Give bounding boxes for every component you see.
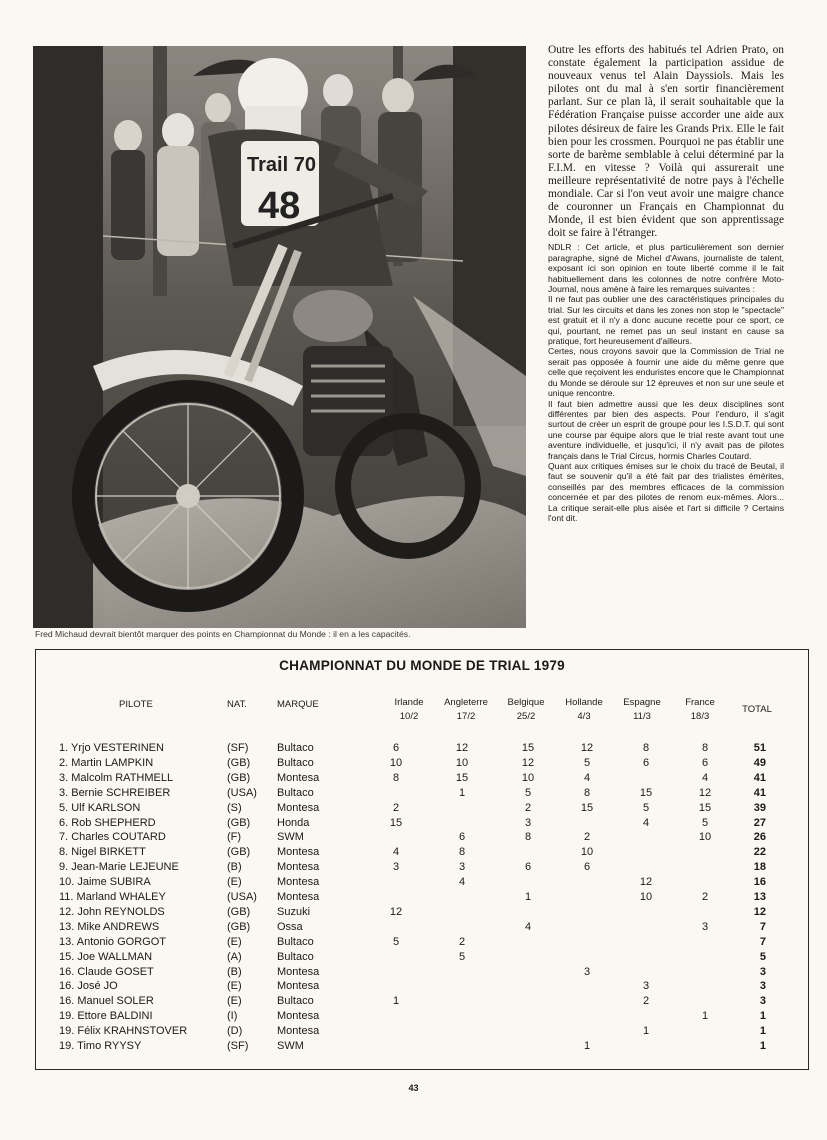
header-total: TOTAL [742,704,772,715]
pilot-brand: Suzuki [277,905,311,918]
header-round [436,696,496,724]
round-score: 12 [455,742,469,754]
pilot-nationality: (I) [227,1010,238,1023]
round-score: 2 [392,801,400,814]
round-score: 6 [642,756,650,769]
total-points: 22 [753,846,766,859]
round-score: 12 [389,905,403,918]
round-score: 8 [392,771,400,784]
pilot-nationality: (USA) [227,891,257,903]
round-name: Angleterre [444,697,488,708]
round-score: 12 [580,742,594,754]
table-row [36,1025,808,1040]
total-points: 13 [753,891,766,903]
pilot-name: 5. Ulf KARLSON [59,801,141,814]
header-round [614,696,670,724]
total-points: 16 [753,876,766,889]
standings-table [35,649,809,1070]
pilot-name: 16. Claude GOSET [59,965,154,978]
round-score: 15 [639,786,653,799]
pilot-brand: Montesa [277,876,320,889]
total-points: 1 [759,1025,766,1038]
header-round [381,696,437,724]
total-points: 7 [759,935,766,948]
total-points: 39 [753,801,766,814]
header-round [672,696,728,724]
pilot-nationality: (B) [227,861,242,874]
table-row [36,966,808,981]
round-score: 2 [524,801,532,814]
round-score: 10 [580,846,594,859]
round-score: 8 [524,831,532,844]
table-title: CHAMPIONNAT DU MONDE DE TRIAL 1979 [279,658,565,673]
trial-photo [33,46,526,628]
table-row [36,980,808,995]
editor-note-paragraph: Il faut bien admettre aussi que les deux disciplines sont différentes par bien des aspects. Pour l'enduro, il s'agit surtout de créer un esprit de groupe pour les I.S.D.T. qui sont une course par équipe alors que le trial reste avant tout une aventure individuelle, et jusqu'ici, il n'y avait pas de pilotes français dans le Trial Circus, hormis Charles Coutard. [548,398,784,461]
total-points: 3 [759,965,766,978]
round-score: 10 [698,831,712,844]
round-score: 4 [524,920,532,933]
round-score: 6 [524,861,532,874]
article-column [548,44,784,523]
pilot-nationality: (D) [227,1025,243,1038]
table-row [36,772,808,787]
total-points: 51 [753,742,766,754]
total-points: 5 [759,950,766,963]
header-pilote: PILOTE [119,699,153,710]
table-row [36,861,808,876]
pilot-name: 8. Nigel BIRKETT [59,846,146,859]
trial-rider-illustration [33,46,526,628]
round-date: 4/3 [577,711,591,722]
round-score: 1 [583,1040,591,1052]
pilot-nationality: (GB) [227,920,251,933]
pilot-name: 12. John REYNOLDS [59,905,165,918]
round-date: 25/2 [516,711,536,722]
round-score: 15 [389,816,403,829]
round-score: 6 [701,756,709,769]
round-name: Belgique [507,697,545,708]
pilot-name: 3. Malcolm RATHMELL [59,771,174,784]
table-row [36,951,808,966]
pilot-brand: Ossa [277,920,303,933]
round-score: 5 [392,935,400,948]
pilot-name: 6. Rob SHEPHERD [59,816,156,829]
round-score: 4 [458,876,466,889]
round-score: 6 [583,861,591,874]
pilot-nationality: (GB) [227,905,251,918]
round-name: Espagne [623,697,661,708]
pilot-brand: Bultaco [277,950,314,963]
pilot-brand: Bultaco [277,756,314,769]
round-score: 8 [642,742,650,754]
table-row [36,891,808,906]
table-row [36,757,808,772]
total-points: 27 [753,816,766,829]
table-row [36,921,808,936]
pilot-nationality: (E) [227,995,242,1008]
total-points: 7 [759,920,766,933]
pilot-name: 19. Timo RYYSY [59,1040,142,1052]
round-score: 3 [583,965,591,978]
round-score: 3 [701,920,709,933]
pilot-name: 9. Jean-Marie LEJEUNE [59,861,179,874]
round-score: 12 [698,786,712,799]
total-points: 41 [753,771,766,784]
pilot-name: 16. José JO [59,980,118,993]
pilot-nationality: (S) [227,801,242,814]
pilot-name: 11. Marland WHALEY [59,891,166,903]
article-paragraph: Outre les efforts des habitués tel Adrien Prato, on constate également la participation assidue de nouveaux venus tel Alain Dayssiols. Mais les pilotes ont du mal à s'en sortir financièrement parlant. Sur ce plan là, il serait souhaitable que la Fédération Française puisse accorder une aide aux pilotes désireux de faire les Grands Prix. Elle le fait bien pour les crossmen. Pourquoi ne pas établir une sorte de barème semblable à celui déterminé par la F.I.M. en vitesse ? Voilà qui assurerait une meilleure représentativité de notre pays à l'échelle mondiale. Car si l'on veut avoir une maigre chance de couronner un Français en Championnat du Monde, il est bien évident que son apprentissage doit se faire à l'étranger. [548,44,784,240]
pilot-brand: Montesa [277,1010,320,1023]
table-row [36,1010,808,1025]
round-score: 15 [698,801,712,814]
pilot-name: 10. Jaime SUBIRA [59,876,151,889]
round-score: 15 [580,801,594,814]
pilot-nationality: (GB) [227,756,251,769]
round-score: 12 [639,876,653,889]
round-score: 4 [642,816,650,829]
pilot-name: 1. Yrjo VESTERINEN [59,742,164,754]
svg-text:Trail 70: Trail 70 [247,154,316,176]
round-score: 8 [583,786,591,799]
pilot-brand: Bultaco [277,935,314,948]
pilot-nationality: (F) [227,831,242,844]
round-score: 3 [458,861,466,874]
round-score: 10 [521,771,535,784]
pilot-brand: Montesa [277,891,320,903]
editor-note-paragraph: Quant aux critiques émises sur le choix du tracé de Beutal, il faut se souvenir qu'il a été fait par des trialistes émérites, conseillés par des membres efficaces de la commission concernée et par des pilotes de renom eux-mêmes. Alors... La critique serait-elle plus aisée et l'art si difficile ? Certains l'ont dit. [548,460,784,523]
pilot-nationality: (E) [227,876,242,889]
round-score: 15 [521,742,535,754]
round-score: 2 [701,891,709,903]
round-score: 15 [455,771,469,784]
round-score: 2 [458,935,466,948]
round-score: 4 [583,771,591,784]
pilot-name: 13. Mike ANDREWS [59,920,160,933]
total-points: 3 [759,995,766,1008]
page-number: 43 [408,1083,419,1093]
pilot-brand: Montesa [277,965,320,978]
pilot-name: 19. Félix KRAHNSTOVER [59,1025,188,1038]
round-score: 10 [389,756,403,769]
pilot-nationality: (B) [227,965,242,978]
pilot-brand: Bultaco [277,786,314,799]
round-name: France [685,697,715,708]
round-score: 3 [392,861,400,874]
table-row [36,831,808,846]
pilot-nationality: (SF) [227,742,249,754]
round-score: 2 [583,831,591,844]
pilot-brand: SWM [277,1040,304,1052]
pilot-brand: Montesa [277,980,320,993]
pilot-name: 19. Ettore BALDINI [59,1010,153,1023]
round-score: 10 [455,756,469,769]
editor-note-intro: NDLR : Cet article, et plus particulièrement son dernier paragraphe, signé de Michel d'Awans, journaliste de talent, exposant ici son opinion en toute liberté comme il le fait habituellement dans les colonnes de notre confrère Moto-Journal, nous amène à faire les remarques suivantes : [548,242,784,295]
header-round [498,696,554,724]
round-date: 18/3 [690,711,710,722]
round-name: Irlande [394,697,424,708]
total-points: 1 [759,1040,766,1052]
pilot-brand: Montesa [277,801,320,814]
round-date: 11/3 [633,711,651,722]
total-points: 41 [753,786,766,799]
round-score: 1 [642,1025,650,1038]
total-points: 1 [759,1010,766,1023]
round-score: 12 [521,756,535,769]
total-points: 18 [753,861,766,874]
pilot-name: 7. Charles COUTARD [59,831,166,844]
pilot-nationality: (E) [227,935,242,948]
pilot-nationality: (E) [227,980,242,993]
round-score: 1 [701,1010,709,1023]
round-score: 1 [458,786,466,799]
editor-note-paragraph: Certes, nous croyons savoir que la Commission de Trial ne serait pas opposée à fournir une aide du même genre que celle que reçoivent les enduristes encore que le Championnat du Monde se déroule sur 12 épreuves et non sur une seule et unique rencontre. [548,346,784,399]
table-row [36,742,808,757]
round-score: 8 [458,846,466,859]
pilot-nationality: (GB) [227,816,251,829]
round-score: 10 [639,891,653,903]
total-points: 49 [753,756,766,769]
pilot-brand: Montesa [277,771,320,784]
pilot-brand: Montesa [277,846,320,859]
pilot-brand: Montesa [277,1025,320,1038]
round-score: 5 [524,786,532,799]
round-score: 2 [642,995,650,1008]
pilot-nationality: (USA) [227,786,257,799]
table-row [36,787,808,802]
round-score: 1 [392,995,400,1008]
pilot-brand: Honda [277,816,310,829]
table-row [36,802,808,817]
pilot-nationality: (GB) [227,846,251,859]
editor-note-paragraph: Il ne faut pas oublier une des caractéristiques principales du trial. Sur les circuits et dans les zones non stop le "spectacle" est gratuit et il n'y a donc aucune recette pour ce sport, ce qui, pourtant, ne remet pas un seul instant en cause sa pratique, fort heureusement d'ailleurs. [548,294,784,347]
header-round [556,696,612,724]
pilot-name: 3. Bernie SCHREIBER [59,786,171,799]
round-date: 17/2 [456,711,476,722]
table-row [36,906,808,921]
pilot-name: 13. Antonio GORGOT [59,935,166,948]
pilot-name: 15. Joe WALLMAN [59,950,153,963]
pilot-brand: Montesa [277,861,320,874]
header-nat: NAT. [227,699,247,710]
round-score: 1 [524,891,532,903]
round-score: 4 [392,846,400,859]
round-score: 5 [701,816,709,829]
pilot-name: 16. Manuel SOLER [59,995,154,1008]
round-score: 5 [642,801,650,814]
photo-caption: Fred Michaud devrait bientôt marquer des points en Championnat du Monde : il en a les capacités. [35,629,411,639]
table-row [36,817,808,832]
round-score: 5 [583,756,591,769]
svg-text:48: 48 [258,185,301,227]
table-row [36,936,808,951]
pilot-brand: SWM [277,831,304,844]
pilot-brand: Bultaco [277,742,314,754]
pilot-brand: Bultaco [277,995,314,1008]
total-points: 26 [753,831,766,844]
round-score: 6 [392,742,400,754]
pilot-nationality: (SF) [227,1040,249,1052]
round-score: 3 [524,816,532,829]
total-points: 3 [759,980,766,993]
round-name: Hollande [565,697,603,708]
round-score: 6 [458,831,466,844]
total-points: 12 [753,905,766,918]
table-row [36,1040,808,1055]
round-score: 8 [701,742,709,754]
table-row [36,876,808,891]
table-row [36,995,808,1010]
round-date: 10/2 [399,711,419,722]
round-score: 3 [642,980,650,993]
pilot-name: 2. Martin LAMPKIN [59,756,154,769]
table-row [36,846,808,861]
pilot-nationality: (GB) [227,771,251,784]
pilot-nationality: (A) [227,950,242,963]
header-marque: MARQUE [277,699,319,710]
round-score: 5 [458,950,466,963]
round-score: 4 [701,771,709,784]
